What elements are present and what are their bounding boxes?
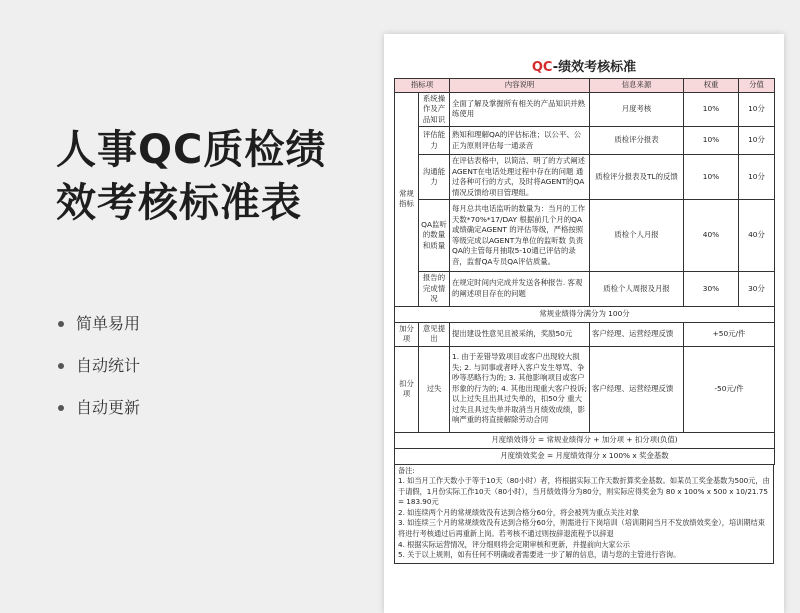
table-row — [395, 155, 775, 200]
score-cell: 10分 — [739, 92, 775, 127]
desc-cell: 在评估表格中，以简洁、明了的方式阐述AGENT在电话处理过程中存在的问题 通过各种可行的方式，及时将AGENT的QA情况反馈给项目管理组。 — [450, 155, 590, 200]
item-cell: QA监听的数量和质量 — [419, 200, 450, 272]
note-item: 4. 根据实际运营情况，评分细则将会定期审核和更新，并提前向大家公示 — [398, 539, 630, 549]
source-cell: 月度考核 — [590, 92, 684, 127]
header-cell: 分值 — [739, 79, 775, 93]
source-cell: 质检评分报表及TL的反馈 — [590, 155, 684, 200]
formula-cell: 月度绩效得分 = 常规业绩得分 + 加分项 + 扣分项(负值) — [395, 432, 775, 448]
note-item: 2. 如连续两个月的常规绩效没有达到合格分60分，将会被列为重点关注对象 — [398, 507, 640, 517]
cover-title — [56, 124, 326, 230]
desc-cell: 熟知和理解QA的评估标准；以公平、公正为原则评估每一通录音 — [450, 127, 590, 155]
score-cell: 30分 — [739, 272, 775, 307]
table-row — [395, 127, 775, 155]
header-cell: 指标项 — [395, 79, 450, 93]
group-cell: 加分项 — [395, 322, 419, 346]
item-cell: 报告的完成情况 — [419, 272, 450, 307]
bullet-icon — [58, 405, 64, 411]
document-preview — [384, 34, 784, 613]
table-header-row — [395, 79, 775, 93]
desc-cell: 1. 由于差错导致项目或客户出现较大损失; 2. 与同事或者呼入客户发生辱骂、争吵等恶略行为的; 3. 其他影响项目或客户形象的行为的; 4. 其他出现重大客户投诉; 以上过失且出具过失单的，扣50分 重大过失且具过失单并取消当月绩效成绩，影响严重的将直接解除劳动合同 — [450, 346, 590, 432]
source-cell: 质检个人月报 — [590, 200, 684, 272]
feature-list — [58, 314, 140, 440]
source-cell: 质检评分报表 — [590, 127, 684, 155]
regular-total: 常规业绩得分满分为 100分 — [395, 306, 775, 322]
table-row — [395, 346, 775, 432]
feature-label: 简单易用 — [76, 314, 141, 333]
formula-cell: 月度绩效奖金 = 月度绩效得分 x 100% x 奖金基数 — [395, 448, 775, 464]
table-row — [395, 92, 775, 127]
weight-cell: 10% — [684, 155, 739, 200]
feature-label: 自动统计 — [76, 356, 141, 375]
feature-item — [58, 398, 140, 440]
desc-cell: 提出建设性意见且被采纳，奖励50元 — [450, 322, 590, 346]
item-cell: 沟通能力 — [419, 155, 450, 200]
score-cell: 40分 — [739, 200, 775, 272]
table-row — [395, 306, 775, 322]
desc-cell: 全面了解及掌握所有相关的产品知识并熟练使用 — [450, 92, 590, 127]
group-cell: 常规指标 — [395, 92, 419, 306]
cover-title-line2: 效考核标准表 — [56, 180, 302, 226]
notes-section — [394, 465, 774, 564]
item-cell: 意见提出 — [419, 322, 450, 346]
table-row — [395, 272, 775, 307]
score-cell: 10分 — [739, 127, 775, 155]
source-cell: 质检个人周报及月报 — [590, 272, 684, 307]
standards-table — [394, 78, 775, 465]
header-cell: 权重 — [684, 79, 739, 93]
weight-cell: 40% — [684, 200, 739, 272]
source-cell: 客户经理、运营经理反馈 — [590, 346, 684, 432]
feature-item — [58, 314, 140, 356]
document-title — [394, 58, 774, 78]
weight-cell: 10% — [684, 92, 739, 127]
item-cell: 评估能力 — [419, 127, 450, 155]
header-cell: 内容说明 — [450, 79, 590, 93]
feature-item — [58, 356, 140, 398]
header-cell: 信息来源 — [590, 79, 684, 93]
table-row — [395, 432, 775, 448]
item-cell: 系统操作及产品知识 — [419, 92, 450, 127]
title-accent: QC — [531, 60, 553, 75]
desc-cell: 每月总共电话监听的数量为：当月的工作天数*70%*17/DAY 根据前几个月的QA或绩确定AGENT 的评估等级，严格按照等级完成以AGENT为单位的监听数 负责QA的主管每月抽取5-10通已评估的录音，监督QA专员QA评估质量。 — [450, 200, 590, 272]
notes-label: 备注: — [398, 465, 415, 475]
feature-label: 自动更新 — [76, 398, 141, 417]
value-cell: -50元/件 — [684, 346, 775, 432]
item-cell: 过失 — [419, 346, 450, 432]
title-rest: -绩效考核标准 — [552, 60, 637, 75]
note-item: 5. 关于以上规则，如有任何不明确或者需要进一步了解的信息，请与您的主管进行咨询。 — [398, 550, 681, 560]
desc-cell: 在规定时间内完成并发送各种报告. 客观的阐述项目存在的问题 — [450, 272, 590, 307]
source-cell: 客户经理、运营经理反馈 — [590, 322, 684, 346]
table-row — [395, 322, 775, 346]
value-cell: +50元/件 — [684, 322, 775, 346]
score-cell: 10分 — [739, 155, 775, 200]
cover-title-line1: 人事QC质检绩 — [56, 127, 327, 173]
bullet-icon — [58, 363, 64, 369]
group-cell: 扣分项 — [395, 346, 419, 432]
weight-cell: 30% — [684, 272, 739, 307]
weight-cell: 10% — [684, 127, 739, 155]
table-row — [395, 200, 775, 272]
note-item: 3. 如连续三个月的常规绩效没有达到合格分60分，则需进行下岗培训（培训期间当月不发放绩效奖金），培训期结束将进行考核通过后再重新上岗。若考核不通过则按辞退流程予以辞退 — [398, 518, 765, 539]
bullet-icon — [58, 321, 64, 327]
note-item: 1. 如当月工作天数小于等于10天（80小时）者，将根据实际工作天数折算奖金基数。如某员工奖金基数为500元，由于请假，1月份实际工作10天（80小时），当月绩效得分为80分，则实际应得奖金为 80 x 100% x 500 x 10/21.75 = 183.90元 — [398, 476, 770, 507]
table-row — [395, 448, 775, 464]
